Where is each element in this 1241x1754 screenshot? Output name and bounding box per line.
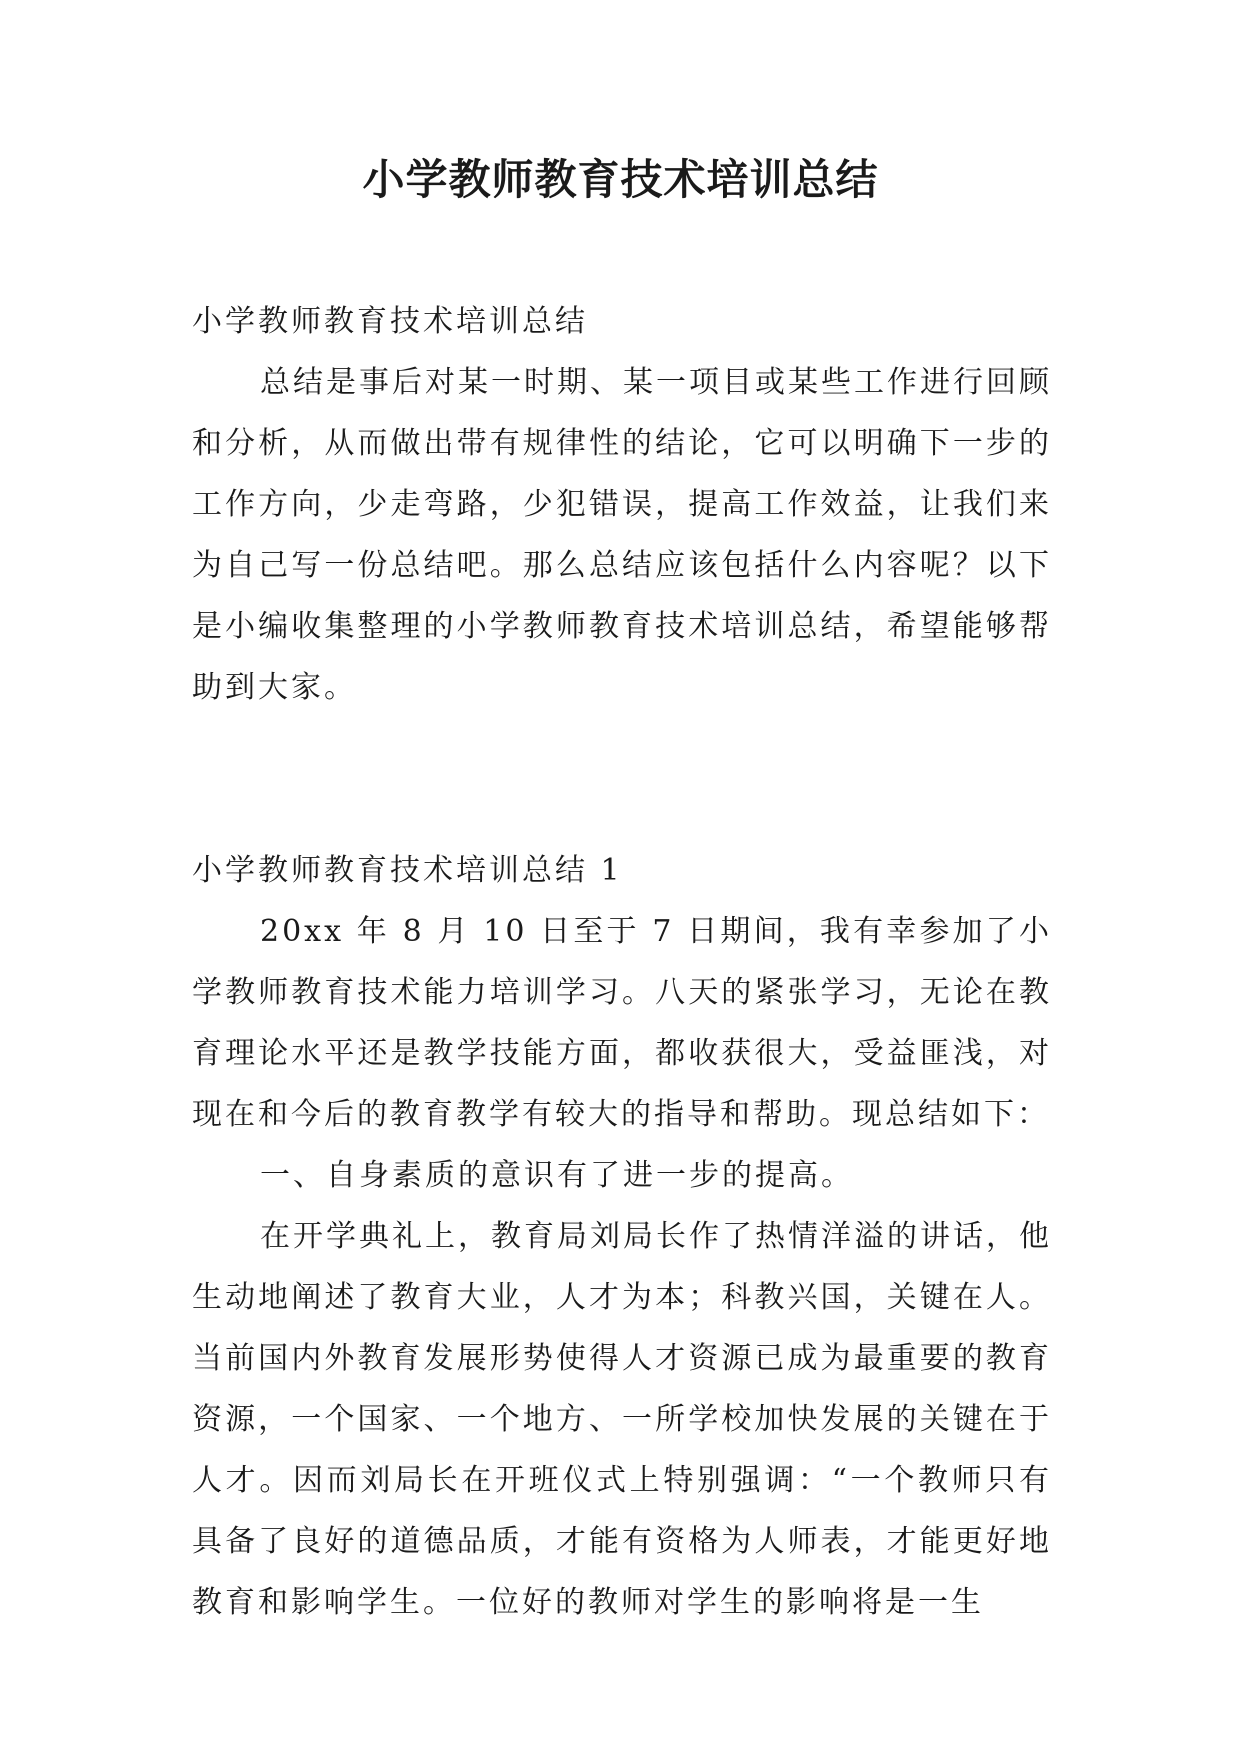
section-spacer (192, 718, 1052, 840)
section-1-paragraph-1: 20xx 年 8 月 10 日至于 7 日期间，我有幸参加了小学教师教育技术能力培训学习。八天的紧张学习，无论在教育理论水平还是教学技能方面，都收获很大，受益匪浅，对现在和今后的教育教学有较大的指导和帮助。现总结如下： (192, 914, 1052, 1132)
document-body (192, 291, 1052, 1633)
document-title: 小学教师教育技术培训总结 (362, 155, 879, 204)
section-1-heading: 小学教师教育技术培训总结 1 (192, 853, 623, 888)
section-1-paragraph-2: 在开学典礼上，教育局刘局长作了热情洋溢的讲话，他生动地阐述了教育大业，人才为本；科教兴国，关键在人。当前国内外教育发展形势使得人才资源已成为最重要的教育资源，一个国家、一个地方、一所学校加快发展的关键在于人才。因而刘局长在开班仪式上特别强调：“一个教师只有具备了良好的道德品质，才能有资格为人师表，才能更好地教育和影响学生。一位好的教师对学生的影响将是一生 (192, 1219, 1052, 1620)
intro-paragraph: 总结是事后对某一时期、某一项目或某些工作进行回顾和分析，从而做出带有规律性的结论，它可以明确下一步的工作方向，少走弯路，少犯错误，提高工作效益，让我们来为自己写一份总结吧。那么总结应该包括什么内容呢？以下是小编收集整理的小学教师教育技术培训总结，希望能够帮助到大家。 (192, 365, 1052, 705)
section-1-subheading: 一、自身素质的意识有了进一步的提高。 (260, 1158, 854, 1193)
intro-heading: 小学教师教育技术培训总结 (192, 304, 588, 339)
